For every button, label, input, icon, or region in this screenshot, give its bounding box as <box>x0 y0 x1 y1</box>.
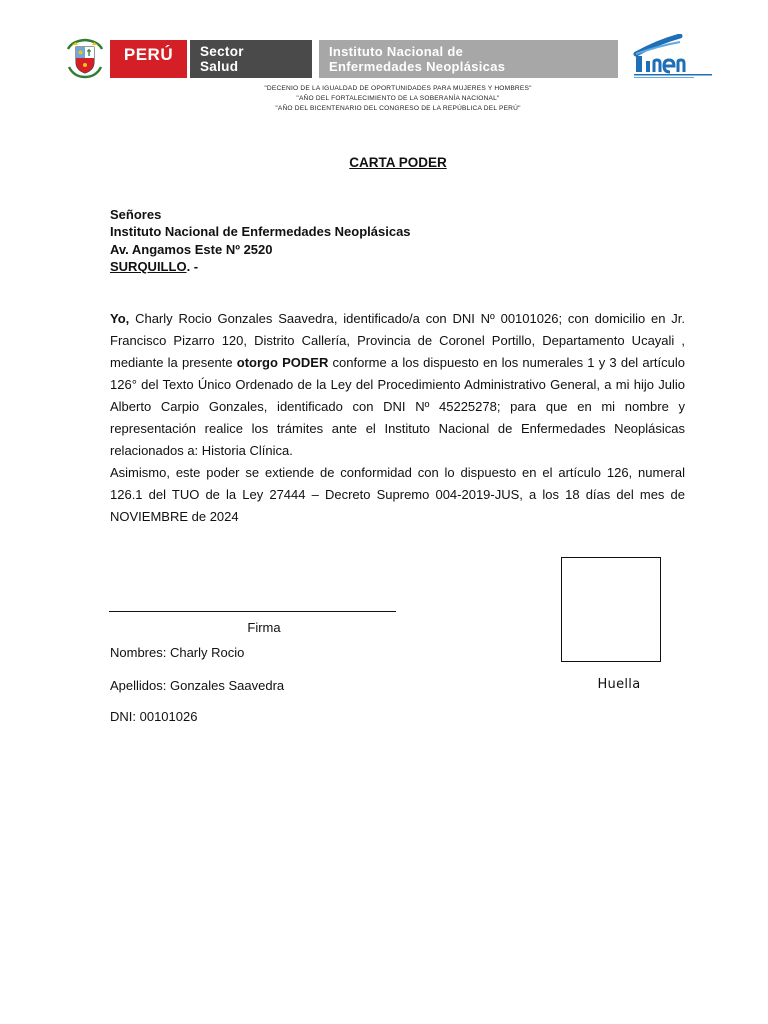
addressee-district: SURQUILLO <box>110 258 187 274</box>
document-title: CARTA PODER <box>349 155 447 170</box>
body-paragraph-1 <box>110 308 685 462</box>
sector-salud-box <box>190 40 312 78</box>
inen-logo-icon <box>628 34 718 80</box>
sector-line1: Sector <box>200 44 244 59</box>
surnames-field: Apellidos: Gonzales Saavedra <box>110 678 285 693</box>
motto-line: "AÑO DEL FORTALECIMIENTO DE LA SOBERANÍA NACIONAL" <box>296 95 500 102</box>
motto-line: "AÑO DEL BICENTENARIO DEL CONGRESO DE LA REPÚBLICA DEL PERÚ" <box>275 105 521 112</box>
body-text-part1: Charly Rocio Gonzales Saavedra, identificado/a con DNI Nº 00101026; con domicilio en Jr. Francisco Pizarro 120, Distrito Callería, Provincia de Coronel Portillo, Departamento Ucayali , mediante la presente <box>110 311 685 370</box>
letter-body <box>110 308 685 528</box>
peru-coat-of-arms-icon <box>64 37 106 79</box>
sector-line2: Salud <box>200 59 239 74</box>
body-lead: Yo, <box>110 311 130 326</box>
fingerprint-box <box>561 557 661 662</box>
names-field: Nombres: Charly Rocio <box>110 645 245 660</box>
addressee-block <box>110 206 411 275</box>
peru-label: PERÚ <box>123 45 174 64</box>
body-bold-phrase: otorgo PODER <box>236 355 329 370</box>
addressee-line3: Av. Angamos Este Nº 2520 <box>110 241 273 257</box>
addressee-line4 <box>110 258 411 275</box>
official-year-mottos <box>140 84 656 114</box>
addressee-line1: Señores <box>110 207 162 222</box>
addressee-line2: Instituto Nacional de Enfermedades Neoplásicas <box>110 224 411 240</box>
institute-box <box>319 40 618 78</box>
dni-field: DNI: 00101026 <box>110 709 198 724</box>
body-paragraph-2: Asimismo, este poder se extiende de conformidad con lo dispuesto en el artículo 126, numeral 126.1 del TUO de la Ley 27444 – Decreto Supremo 004-2019-JUS, a los 18 días del mes de NOVIEMBRE de 2024 <box>110 465 685 524</box>
body-text-part2: conforme a los dispuesto en los numerales 1 y 3 del artículo 126° del Texto Único Ordenado de la Ley del Procedimiento Administrativo General, a mi hijo Julio Alberto Carpio Gonzales, identificado con DNI Nº 45225278; para que en mi nombre y representación realice los trámites ante el Instituto Nacional de Enfermedades Neoplásicas relacionados a: Historia Clínica. <box>110 355 686 458</box>
fingerprint-label: Huella <box>597 677 641 692</box>
signature-line <box>109 611 396 612</box>
signature-label: Firma <box>247 620 281 635</box>
motto-line: "DECENIO DE LA IGUALDAD DE OPORTUNIDADES PARA MUJERES Y HOMBRES" <box>264 85 532 92</box>
institute-line2: Enfermedades Neoplásicas <box>329 59 506 74</box>
peru-label-box <box>110 40 187 78</box>
institute-line1: Instituto Nacional de <box>329 44 464 59</box>
addressee-district-suffix: . - <box>186 258 199 274</box>
